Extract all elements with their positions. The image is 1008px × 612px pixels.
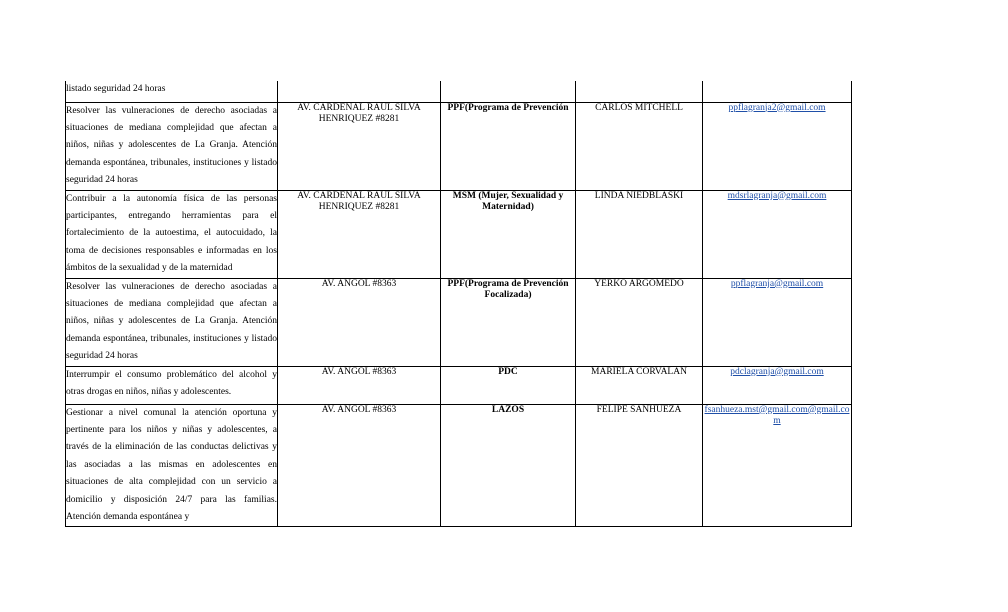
description-cell: Contribuir a la autonomía física de las personas participantes, entregando herramientas para el fortalecimiento de la autoestima, el autocuidado, la toma de decisiones responsables e informadas en los ámbitos de la sexualidad y de la maternidad — [66, 190, 278, 278]
description-cell: listado seguridad 24 horas — [66, 81, 278, 102]
programs-table — [65, 81, 852, 527]
address-cell — [278, 81, 441, 102]
description-cell: Resolver las vulneraciones de derecho asociadas a situaciones de mediana complejidad que afectan a niños, niñas y adolescentes de La Granja. Atención demanda espontánea, tribunales, instituciones y listado seguridad 24 horas — [66, 102, 278, 190]
program-cell: PDC — [441, 366, 576, 404]
contact-cell — [576, 81, 703, 102]
contact-cell: YERKO ARGOMEDO — [576, 278, 703, 366]
program-cell: PPF(Programa de Prevención — [441, 102, 576, 190]
program-cell: LAZOS — [441, 404, 576, 527]
program-cell — [441, 81, 576, 102]
description-cell: Interrumpir el consumo problemático del alcohol y otras drogas en niños, niñas y adolescentes. — [66, 366, 278, 404]
table-row — [66, 366, 852, 404]
table-row — [66, 278, 852, 366]
email-cell — [703, 278, 852, 366]
email-link[interactable]: fsanhueza.mst@gmail.com@gmail.com — [704, 404, 850, 427]
email-link[interactable]: mdsrlagranja@gmail.com — [727, 190, 827, 201]
email-link[interactable]: ppflagranja@gmail.com — [730, 278, 824, 289]
table-row — [66, 102, 852, 190]
address-cell: AV. ANGOL #8363 — [278, 404, 441, 527]
email-cell — [703, 81, 852, 102]
email-cell — [703, 102, 852, 190]
email-link[interactable]: pdclagranja@gmail.com — [730, 366, 824, 377]
program-cell: PPF(Programa de Prevención Focalizada) — [441, 278, 576, 366]
address-cell: AV. ANGOL #8363 — [278, 278, 441, 366]
email-cell — [703, 366, 852, 404]
table-row — [66, 190, 852, 278]
contact-cell: FELIPE SANHUEZA — [576, 404, 703, 527]
address-cell: AV. CARDENAL RAUL SILVA HENRIQUEZ #8281 — [278, 102, 441, 190]
address-cell: AV. ANGOL #8363 — [278, 366, 441, 404]
description-cell: Resolver las vulneraciones de derecho asociadas a situaciones de mediana complejidad que afectan a niños, niñas y adolescentes de La Granja. Atención demanda espontánea, tribunales, instituciones y listado seguridad 24 horas — [66, 278, 278, 366]
program-cell: MSM (Mujer, Sexualidad y Maternidad) — [441, 190, 576, 278]
email-cell — [703, 404, 852, 527]
address-cell: AV. CARDENAL RAUL SILVA HENRIQUEZ #8281 — [278, 190, 441, 278]
table-row — [66, 81, 852, 102]
contact-cell: MARIELA CORVALAN — [576, 366, 703, 404]
contact-cell: CARLOS MITCHELL — [576, 102, 703, 190]
table-row — [66, 404, 852, 527]
email-link[interactable]: ppflagranja2@gmail.com — [728, 102, 826, 113]
email-cell — [703, 190, 852, 278]
description-cell: Gestionar a nivel comunal la atención oportuna y pertinente para los niños y niñas y adolescentes, a través de la eliminación de las conductas delictivas y las asociadas a las mismas en adolescentes en situaciones de alta complejidad con un servicio a domicilio y disposición 24/7 para las familias. Atención demanda espontánea y — [66, 404, 278, 527]
contact-cell: LINDA NIEDBLASKI — [576, 190, 703, 278]
